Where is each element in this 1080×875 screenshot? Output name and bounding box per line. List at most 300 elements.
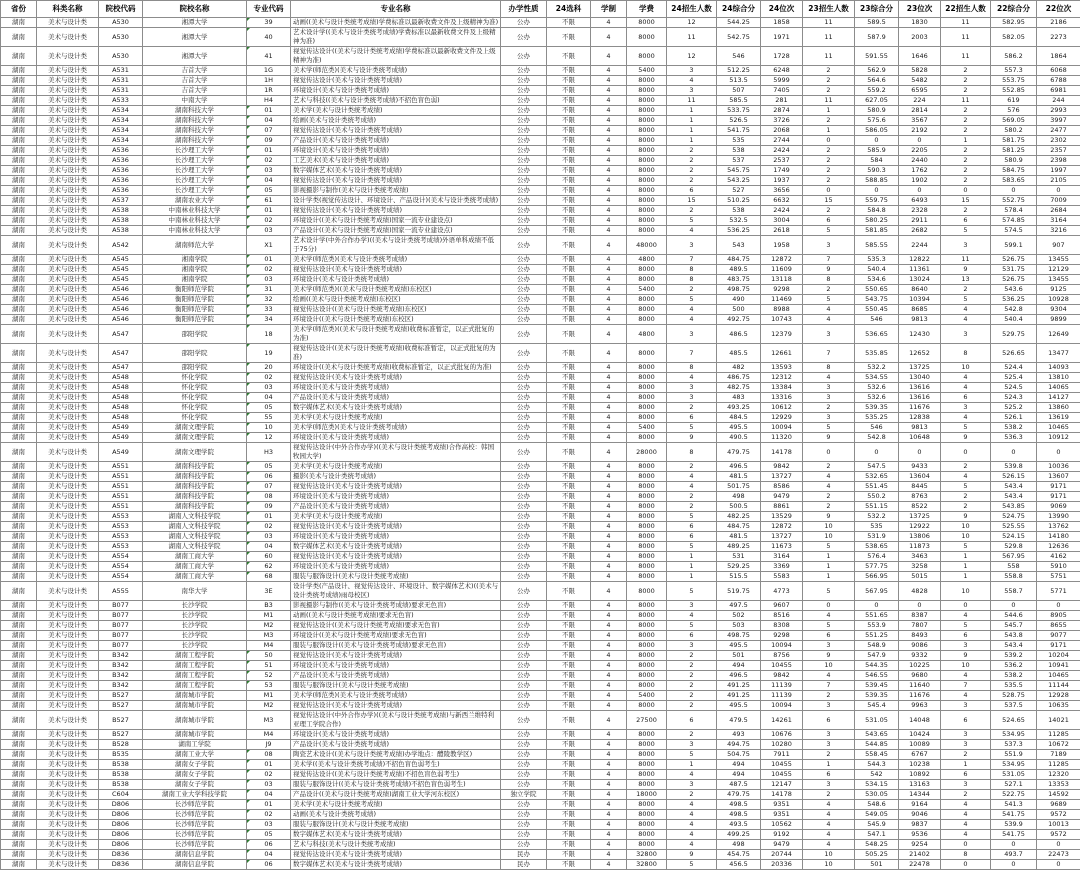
- cell-2022-quota: 6: [941, 711, 991, 730]
- cell-2022-score: 0: [991, 601, 1037, 611]
- cell-2022-score: 526.1: [991, 413, 1037, 423]
- cell-tuition: 5400: [627, 423, 667, 433]
- cell-2022-score: 578.4: [991, 206, 1037, 216]
- cell-2022-rank: 0: [1037, 601, 1080, 611]
- cell-college-name: 湖南工业大学科技学院: [143, 790, 247, 800]
- cell-category: 美术与设计类: [37, 532, 99, 542]
- cell-2023-quota: 2: [803, 86, 855, 96]
- cell-2023-quota: 2: [803, 206, 855, 216]
- cell-2022-score: 580.2: [991, 126, 1037, 136]
- table-row: [1, 344, 1080, 363]
- cell-2023-quota: 2: [803, 403, 855, 413]
- cell-school-type: 公办: [501, 383, 547, 393]
- cell-2022-rank: 10941: [1037, 661, 1080, 671]
- cell-2024-rank: 11609: [761, 265, 803, 275]
- cell-2023-rank: 1902: [899, 176, 941, 186]
- cell-major-code: 09: [247, 136, 291, 146]
- cell-2024-quota: 8: [667, 443, 717, 462]
- cell-category: 美术与设计类: [37, 770, 99, 780]
- cell-major-code: 03: [247, 532, 291, 542]
- cell-2022-quota: 9: [941, 433, 991, 443]
- cell-subject-req: 不限: [547, 582, 591, 601]
- cell-tuition: 8000: [627, 820, 667, 830]
- cell-subject-req: 不限: [547, 631, 591, 641]
- cell-2024-rank: 10562: [761, 820, 803, 830]
- cell-2024-score: 515.5: [717, 572, 761, 582]
- cell-province: 湖南: [1, 671, 37, 681]
- cell-college-name: 湘南学院: [143, 255, 247, 265]
- cell-2023-score: 544.85: [855, 740, 899, 750]
- cell-years: 4: [591, 96, 627, 106]
- cell-2024-score: 494.75: [717, 740, 761, 750]
- cell-2023-quota: 11: [803, 96, 855, 106]
- cell-2022-rank: 2357: [1037, 146, 1080, 156]
- cell-college-name: 湖南工程学院: [143, 661, 247, 671]
- cell-2023-quota: 5: [803, 542, 855, 552]
- cell-major-name: 产品设计(美术与设计类统考成绩): [291, 671, 501, 681]
- cell-2022-score: 525.4: [991, 373, 1037, 383]
- cell-2023-rank: 21402: [899, 850, 941, 860]
- cell-2023-quota: 2: [803, 691, 855, 701]
- cell-2022-score: 528.75: [991, 691, 1037, 701]
- cell-college-code: B527: [99, 691, 143, 701]
- cell-major-name: 美术学(师范类)(美术与设计类统考成绩): [291, 255, 501, 265]
- table-row: [1, 760, 1080, 770]
- cell-2023-score: 0: [855, 443, 899, 462]
- cell-2024-rank: 1728: [761, 47, 803, 66]
- table-row: [1, 315, 1080, 325]
- cell-2024-quota: 4: [667, 305, 717, 315]
- cell-province: 湖南: [1, 305, 37, 315]
- cell-subject-req: 不限: [547, 275, 591, 285]
- cell-2022-rank: 9171: [1037, 641, 1080, 651]
- cell-school-type: 公办: [501, 413, 547, 423]
- cell-2022-score: 524.4: [991, 363, 1037, 373]
- table-row: [1, 651, 1080, 661]
- cell-province: 湖南: [1, 126, 37, 136]
- cell-college-name: 湖南城市学院: [143, 711, 247, 730]
- cell-2024-score: 499.25: [717, 830, 761, 840]
- table-row: [1, 433, 1080, 443]
- cell-province: 湖南: [1, 522, 37, 532]
- cell-tuition: 8000: [627, 265, 667, 275]
- cell-tuition: 8000: [627, 206, 667, 216]
- cell-province: 湖南: [1, 433, 37, 443]
- cell-2022-quota: 5: [941, 482, 991, 492]
- cell-tuition: 8000: [627, 601, 667, 611]
- cell-2024-quota: 1: [667, 136, 717, 146]
- cell-category: 美术与设计类: [37, 691, 99, 701]
- cell-major-name: 视觉传达设计(美术与设计类统考成绩): [291, 265, 501, 275]
- cell-2022-score: 0: [991, 860, 1037, 870]
- column-header-2023-quota: 23招生人数: [803, 1, 855, 18]
- cell-2024-score: 512.25: [717, 66, 761, 76]
- cell-college-code: A538: [99, 216, 143, 226]
- cell-school-type: 公办: [501, 443, 547, 462]
- cell-college-code: A533: [99, 96, 143, 106]
- cell-2022-score: 524.65: [991, 711, 1037, 730]
- cell-major-name: 视觉传达设计(美术与设计类统考成绩): [291, 176, 501, 186]
- cell-2024-rank: 10094: [761, 701, 803, 711]
- cell-tuition: 8000: [627, 403, 667, 413]
- cell-2023-score: 532.65: [855, 472, 899, 482]
- cell-province: 湖南: [1, 711, 37, 730]
- cell-2023-quota: 2: [803, 66, 855, 76]
- column-header-2024-rank: 24位次: [761, 1, 803, 18]
- cell-province: 湖南: [1, 691, 37, 701]
- cell-college-code: B342: [99, 681, 143, 691]
- table-row: [1, 403, 1080, 413]
- cell-major-name: 美术学(师范类)(美术与设计类统考成绩): [291, 691, 501, 701]
- cell-2024-quota: 8: [667, 275, 717, 285]
- cell-province: 湖南: [1, 373, 37, 383]
- cell-major-code: 04: [247, 850, 291, 860]
- cell-school-type: 公办: [501, 275, 547, 285]
- cell-college-name: 怀化学院: [143, 393, 247, 403]
- cell-2023-quota: 9: [803, 651, 855, 661]
- cell-major-name: 产品设计((美术与设计类统考成绩)国家一流专业建设点): [291, 226, 501, 236]
- cell-2022-quota: 2: [941, 750, 991, 760]
- cell-province: 湖南: [1, 582, 37, 601]
- cell-2023-rank: 10892: [899, 770, 941, 780]
- cell-tuition: 8000: [627, 393, 667, 403]
- cell-2024-score: 535: [717, 136, 761, 146]
- cell-school-type: 公办: [501, 572, 547, 582]
- cell-2024-score: 544.25: [717, 18, 761, 28]
- cell-college-code: B527: [99, 730, 143, 740]
- cell-2022-score: 567.95: [991, 552, 1037, 562]
- cell-2022-rank: 2993: [1037, 106, 1080, 116]
- cell-2023-quota: 10: [803, 532, 855, 542]
- cell-major-name: 产品设计(美术与设计类统考成绩): [291, 740, 501, 750]
- cell-2022-score: 536.3: [991, 433, 1037, 443]
- cell-2023-score: 535.25: [855, 413, 899, 423]
- cell-school-type: 公办: [501, 86, 547, 96]
- cell-college-name: 湘潭大学: [143, 18, 247, 28]
- cell-2022-score: 526.75: [991, 255, 1037, 265]
- cell-major-name: 产品设计(美术与设计类统考成绩): [291, 136, 501, 146]
- cell-2023-score: 550.2: [855, 492, 899, 502]
- table-row: [1, 770, 1080, 780]
- cell-major-name: 视觉传达设计(美术与设计类统考成绩): [291, 206, 501, 216]
- cell-school-type: 公办: [501, 136, 547, 146]
- cell-2024-score: 531: [717, 552, 761, 562]
- cell-tuition: 8000: [627, 651, 667, 661]
- cell-tuition: 8000: [627, 750, 667, 760]
- cell-2022-score: 526.65: [991, 344, 1037, 363]
- cell-college-code: A554: [99, 572, 143, 582]
- cell-2023-rank: 10089: [899, 740, 941, 750]
- cell-2024-score: 498.5: [717, 810, 761, 820]
- cell-2022-score: 537.3: [991, 740, 1037, 750]
- cell-major-code: B3: [247, 601, 291, 611]
- cell-major-name: 服装与服饰设计((美术与设计类统考成绩)不招色盲色弱考生): [291, 780, 501, 790]
- cell-years: 4: [591, 295, 627, 305]
- cell-2024-rank: 9842: [761, 462, 803, 472]
- cell-2023-quota: 2: [803, 285, 855, 295]
- cell-category: 美术与设计类: [37, 472, 99, 482]
- cell-college-code: A548: [99, 373, 143, 383]
- cell-2023-rank: 8763: [899, 492, 941, 502]
- cell-major-code: 50: [247, 651, 291, 661]
- cell-major-name: 艺术设计学(中外合作办学)((美术与设计类统考成绩)外语单科成绩不低于75分): [291, 236, 501, 255]
- cell-tuition: 8000: [627, 562, 667, 572]
- cell-college-code: A554: [99, 562, 143, 572]
- cell-tuition: 8000: [627, 522, 667, 532]
- cell-school-type: 公办: [501, 611, 547, 621]
- cell-2023-rank: 4828: [899, 582, 941, 601]
- cell-category: 美术与设计类: [37, 216, 99, 226]
- cell-major-code: 06: [247, 840, 291, 850]
- cell-college-name: 湖南科技大学: [143, 136, 247, 146]
- cell-2022-score: 529.75: [991, 325, 1037, 344]
- cell-tuition: 27500: [627, 711, 667, 730]
- cell-2022-quota: 11: [941, 255, 991, 265]
- cell-college-code: A551: [99, 502, 143, 512]
- cell-major-code: 07: [247, 126, 291, 136]
- cell-province: 湖南: [1, 462, 37, 472]
- cell-2023-quota: 3: [803, 236, 855, 255]
- cell-2022-quota: 15: [941, 196, 991, 206]
- cell-major-name: 环境设计(美术与设计类统考成绩): [291, 383, 501, 393]
- cell-category: 美术与设计类: [37, 255, 99, 265]
- table-row: [1, 572, 1080, 582]
- cell-2022-quota: 6: [941, 631, 991, 641]
- cell-category: 美术与设计类: [37, 840, 99, 850]
- cell-major-code: 07: [247, 482, 291, 492]
- cell-category: 美术与设计类: [37, 18, 99, 28]
- cell-category: 美术与设计类: [37, 790, 99, 800]
- cell-college-code: A553: [99, 532, 143, 542]
- cell-college-code: B535: [99, 750, 143, 760]
- cell-school-type: 公办: [501, 285, 547, 295]
- cell-2022-rank: 7189: [1037, 750, 1080, 760]
- cell-college-name: 吉首大学: [143, 86, 247, 96]
- cell-2022-score: 524.3: [991, 393, 1037, 403]
- cell-major-name: 美术学(美术与设计类统考成绩): [291, 462, 501, 472]
- cell-2024-quota: 1: [667, 562, 717, 572]
- cell-major-code: 02: [247, 373, 291, 383]
- cell-years: 4: [591, 176, 627, 186]
- cell-2022-quota: 3: [941, 730, 991, 740]
- cell-province: 湖南: [1, 393, 37, 403]
- cell-2024-quota: 6: [667, 413, 717, 423]
- cell-2024-score: 481.5: [717, 532, 761, 542]
- cell-years: 4: [591, 790, 627, 800]
- cell-2024-rank: 10280: [761, 740, 803, 750]
- cell-2024-rank: 20336: [761, 860, 803, 870]
- cell-2023-score: 558.45: [855, 750, 899, 760]
- cell-2023-rank: 8445: [899, 482, 941, 492]
- cell-school-type: 公办: [501, 810, 547, 820]
- cell-major-name: 产品设计(美术与设计类统考成绩): [291, 393, 501, 403]
- cell-school-type: 公办: [501, 116, 547, 126]
- cell-school-type: 公办: [501, 740, 547, 750]
- cell-2022-quota: 10: [941, 661, 991, 671]
- cell-college-code: A555: [99, 582, 143, 601]
- table-row: [1, 136, 1080, 146]
- cell-college-name: 湖南信息学院: [143, 850, 247, 860]
- cell-2022-quota: 5: [941, 542, 991, 552]
- cell-2023-score: 548.25: [855, 840, 899, 850]
- cell-2022-quota: 1: [941, 552, 991, 562]
- cell-major-code: 03: [247, 166, 291, 176]
- cell-2022-rank: 2302: [1037, 136, 1080, 146]
- cell-college-name: 湖南工程学院: [143, 671, 247, 681]
- table-row: [1, 285, 1080, 295]
- cell-2024-rank: 10455: [761, 661, 803, 671]
- cell-2024-quota: 8: [667, 363, 717, 373]
- cell-years: 4: [591, 671, 627, 681]
- cell-2023-quota: 3: [803, 393, 855, 403]
- cell-2024-quota: 5: [667, 860, 717, 870]
- cell-2024-score: 479.75: [717, 443, 761, 462]
- cell-school-type: 公办: [501, 512, 547, 522]
- cell-tuition: 8000: [627, 196, 667, 206]
- cell-category: 美术与设计类: [37, 582, 99, 601]
- cell-school-type: 公办: [501, 830, 547, 840]
- cell-years: 4: [591, 780, 627, 790]
- cell-major-name: 美术学(师范类)((美术与设计类统考成绩)东校区): [291, 285, 501, 295]
- cell-major-code: 08: [247, 492, 291, 502]
- cell-2023-rank: 13040: [899, 373, 941, 383]
- cell-college-code: A538: [99, 206, 143, 216]
- cell-category: 美术与设计类: [37, 631, 99, 641]
- cell-college-code: A551: [99, 462, 143, 472]
- cell-subject-req: 不限: [547, 236, 591, 255]
- cell-2022-quota: 8: [941, 344, 991, 363]
- cell-2022-rank: 13455: [1037, 275, 1080, 285]
- cell-2024-quota: 3: [667, 66, 717, 76]
- cell-2024-rank: 10455: [761, 760, 803, 770]
- cell-2024-score: 542.75: [717, 28, 761, 47]
- table-row: [1, 631, 1080, 641]
- cell-category: 美术与设计类: [37, 542, 99, 552]
- cell-2023-score: 534.15: [855, 780, 899, 790]
- cell-college-name: 湖南城市学院: [143, 730, 247, 740]
- cell-2024-quota: 6: [667, 631, 717, 641]
- cell-2023-score: 548.6: [855, 800, 899, 810]
- cell-2022-rank: 10013: [1037, 820, 1080, 830]
- table-row: [1, 552, 1080, 562]
- cell-major-name: 数字媒体艺术(美术与设计类统考成绩): [291, 166, 501, 176]
- cell-years: 4: [591, 582, 627, 601]
- cell-2023-score: 540.4: [855, 265, 899, 275]
- cell-2023-quota: 1: [803, 106, 855, 116]
- cell-2022-rank: 9689: [1037, 800, 1080, 810]
- cell-2022-quota: 2: [941, 146, 991, 156]
- cell-tuition: 8000: [627, 76, 667, 86]
- cell-2024-rank: 2874: [761, 106, 803, 116]
- cell-tuition: 5400: [627, 285, 667, 295]
- cell-2024-quota: 2: [667, 156, 717, 166]
- cell-2024-rank: 4773: [761, 582, 803, 601]
- cell-category: 美术与设计类: [37, 512, 99, 522]
- cell-major-code: 01: [247, 206, 291, 216]
- cell-2023-rank: 11640: [899, 681, 941, 691]
- cell-school-type: 公办: [501, 562, 547, 572]
- cell-major-name: 环境设计(美术与设计类统考成绩): [291, 492, 501, 502]
- cell-province: 湖南: [1, 206, 37, 216]
- cell-2023-rank: 2205: [899, 146, 941, 156]
- cell-major-code: 1R: [247, 86, 291, 96]
- cell-2024-rank: 11469: [761, 295, 803, 305]
- cell-college-name: 衡阳师范学院: [143, 305, 247, 315]
- cell-2024-quota: 7: [667, 255, 717, 265]
- cell-2023-rank: 13616: [899, 383, 941, 393]
- cell-subject-req: 不限: [547, 691, 591, 701]
- cell-school-type: 公办: [501, 582, 547, 601]
- cell-college-code: A545: [99, 275, 143, 285]
- cell-2024-quota: 2: [667, 651, 717, 661]
- table-row: [1, 780, 1080, 790]
- cell-2022-score: 541.3: [991, 800, 1037, 810]
- cell-2023-rank: 3463: [899, 552, 941, 562]
- table-row: [1, 186, 1080, 196]
- cell-college-code: A546: [99, 315, 143, 325]
- cell-2022-quota: 4: [941, 611, 991, 621]
- cell-2023-quota: 2: [803, 116, 855, 126]
- cell-2022-rank: 6068: [1037, 66, 1080, 76]
- cell-2022-quota: 3: [941, 325, 991, 344]
- cell-2022-rank: 10928: [1037, 295, 1080, 305]
- cell-2024-score: 490: [717, 295, 761, 305]
- cell-2024-score: 494: [717, 770, 761, 780]
- cell-subject-req: 不限: [547, 383, 591, 393]
- cell-2022-rank: 13477: [1037, 344, 1080, 363]
- cell-college-code: A537: [99, 196, 143, 206]
- cell-tuition: 8000: [627, 126, 667, 136]
- cell-2023-score: 580.9: [855, 106, 899, 116]
- table-row: [1, 96, 1080, 106]
- cell-2024-quota: 2: [667, 661, 717, 671]
- cell-years: 4: [591, 770, 627, 780]
- cell-2024-quota: 1: [667, 116, 717, 126]
- cell-tuition: 8000: [627, 701, 667, 711]
- cell-2022-score: 543.85: [991, 502, 1037, 512]
- table-row: [1, 373, 1080, 383]
- cell-college-name: 湘潭大学: [143, 28, 247, 47]
- cell-major-name: 环境设计((美术与设计类统考成绩)国家一流专业建设点): [291, 216, 501, 226]
- cell-subject-req: 不限: [547, 472, 591, 482]
- cell-subject-req: 不限: [547, 136, 591, 146]
- cell-college-name: 长沙师范学院: [143, 840, 247, 850]
- cell-category: 美术与设计类: [37, 552, 99, 562]
- cell-province: 湖南: [1, 18, 37, 28]
- cell-2022-quota: 3: [941, 236, 991, 255]
- cell-2022-quota: 1: [941, 562, 991, 572]
- cell-tuition: 8000: [627, 28, 667, 47]
- cell-tuition: 8000: [627, 433, 667, 443]
- cell-subject-req: 不限: [547, 413, 591, 423]
- cell-college-code: B077: [99, 621, 143, 631]
- cell-2022-rank: 5751: [1037, 572, 1080, 582]
- cell-subject-req: 不限: [547, 403, 591, 413]
- cell-major-code: 01: [247, 255, 291, 265]
- cell-tuition: 8000: [627, 186, 667, 196]
- cell-2023-rank: 22478: [899, 860, 941, 870]
- cell-years: 4: [591, 850, 627, 860]
- cell-category: 美术与设计类: [37, 522, 99, 532]
- cell-college-name: 湖南文理学院: [143, 433, 247, 443]
- cell-college-code: B342: [99, 661, 143, 671]
- cell-years: 4: [591, 236, 627, 255]
- cell-province: 湖南: [1, 196, 37, 206]
- cell-years: 4: [591, 492, 627, 502]
- cell-2024-score: 482.25: [717, 512, 761, 522]
- cell-province: 湖南: [1, 413, 37, 423]
- cell-major-code: M1: [247, 691, 291, 701]
